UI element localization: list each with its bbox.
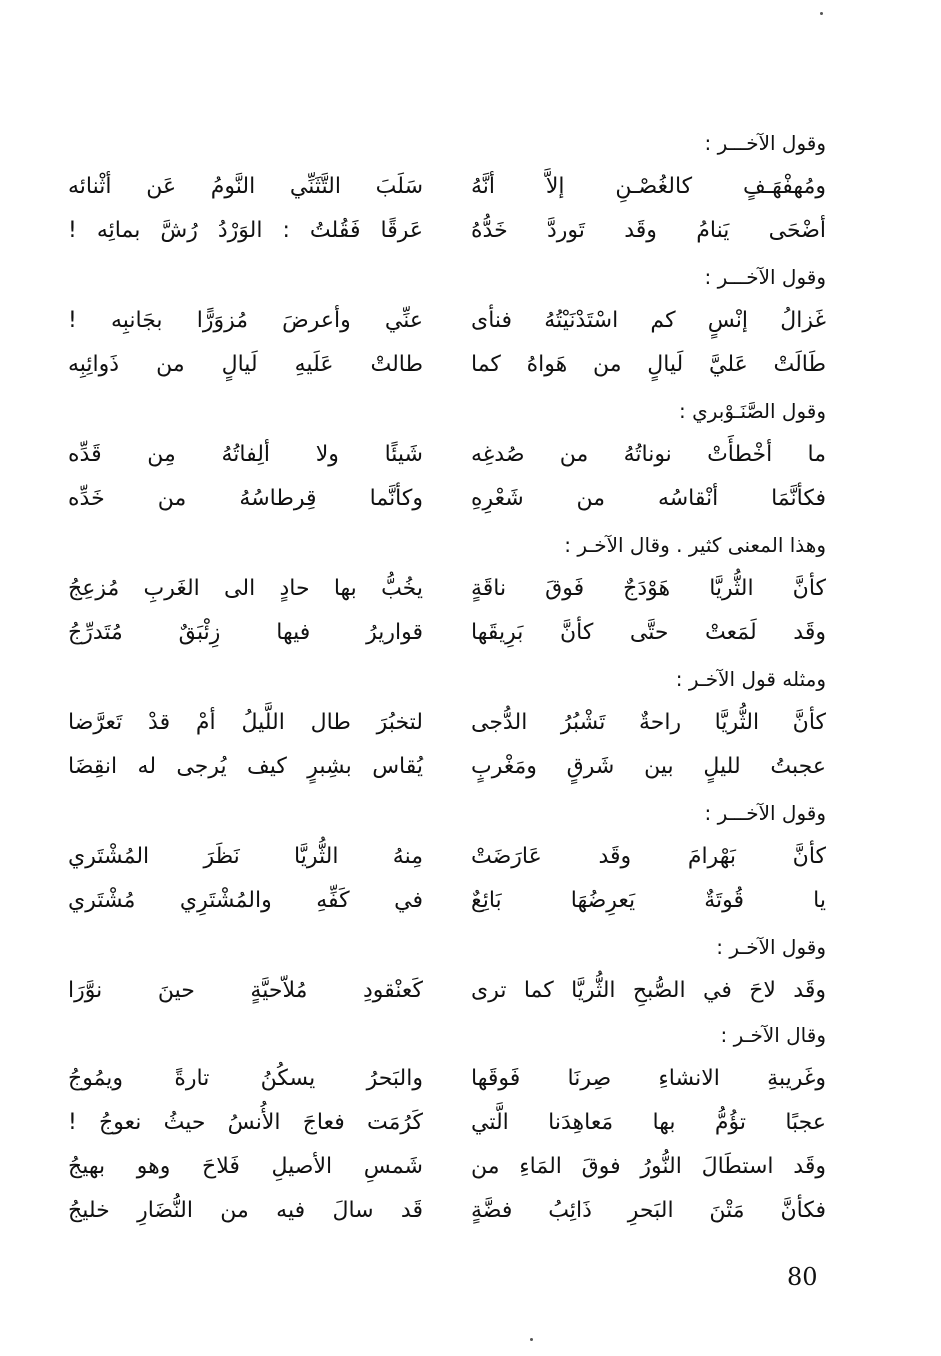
verse-second-half: مِنهُ الثُّريَّا نَظَرَ المُشْتَري xyxy=(68,844,423,869)
verse-first-half: عجبتُ لليلٍ بين شَرقٍ ومَغْربٍ xyxy=(471,754,826,779)
verse-first-half: يا قُوتَةٌ يَعرِضُهَا بَائِعٌ xyxy=(471,888,826,913)
verse-second-half: طالتْ عَلَيهِ لَيالٍ من ذَوائِبِه xyxy=(68,352,423,377)
verse-second-half: قَد سالَ فيه من النُّضَارِ خليجُ xyxy=(68,1198,423,1223)
section-heading: وقول الآخـــر : xyxy=(704,131,826,155)
verse-first-half: وقَد استطَالَ النُّورُ فوقَ المَاءِ من xyxy=(471,1154,826,1179)
verse-second-half: لتخبُرَ طال اللَّيلُ أمْ قدْ تَعرَّضا xyxy=(68,710,423,735)
section-heading: وقول الآخـــر : xyxy=(704,265,826,289)
verse-first-half: وقَد لَمَعتْ حتَّى كأنَّ بَرِيقَها xyxy=(471,620,826,645)
verse-first-half: كأنَّ الثُّريَّا راحةٌ تَشْبُرُ الدُّجى xyxy=(471,710,826,735)
verse-second-half: شَمسِ الأصيلِ فَلاحَ وهو بهيجُ xyxy=(68,1154,423,1179)
verse-first-half: عجبًا تؤُمُّ بها مَعاهِدَنا الَّتي xyxy=(471,1110,826,1135)
verse-first-half: كأنَّ الثُّريَّا هَوْدَجٌ فَوقَ ناقَةٍ xyxy=(471,576,826,601)
verse-first-half: ومُهفْهَـفٍ كالغُصْـنِ إلاَّ أنَّهُ xyxy=(471,174,826,199)
section-heading: وقول الصَّنَـوْبري : xyxy=(678,399,826,423)
verse-second-half: عَرقًا فَقُلتُ : الوَرْدُ رُشَّ بمائِه ! xyxy=(68,218,423,243)
verse-second-half: والبَحرُ يسكُنُ تارةً ويمُوجُ xyxy=(68,1066,423,1091)
verse-second-half: يُقاس بشِبرٍ كيف يُرجى له انقِضَا xyxy=(68,754,423,779)
verse-second-half: شَيئًا ولا ألِفاتُهُ مِن قَدِّه xyxy=(68,442,423,467)
verse-first-half: فكأنَّ مَتْنَ البَحرِ ذَائِبُ فضَّةٍ xyxy=(471,1198,826,1223)
verse-second-half: يخُبُّ بها حادٍ الى الغَربِ مُزعِجُ xyxy=(68,576,423,601)
verse-second-half: كَعنْقودِ مُلاّحيَّةٍ حينَ نوَّرَا xyxy=(68,978,423,1003)
verse-second-half: عنِّي وأعرضَ مُزوَرًّا بجَانبِه ! xyxy=(68,308,423,333)
section-heading: وقال الآخـر : xyxy=(720,1023,826,1047)
verse-first-half: وقَد لاحَ في الصُّبحِ الثُّريَّا كما ترى xyxy=(471,978,826,1003)
verse-second-half: وكأنَّما قِرطاسُهُ من خَدِّه xyxy=(68,486,423,511)
section-heading: ومثله قول الآخـر : xyxy=(675,667,826,691)
verse-second-half: كَرُمَت فعاجَ الأُنسُ حيثُ نعوجُ ! xyxy=(68,1110,423,1135)
verse-first-half: طَالَتْ عَليَّ لَيالٍ من هَواهُ كما xyxy=(471,352,826,377)
section-heading: وقول الآخـــر : xyxy=(704,801,826,825)
verse-first-half: فكأنَّمَا أنْقاسُه من شَعْرِهِ xyxy=(471,486,826,511)
page-number: 80 xyxy=(787,1263,818,1291)
scan-speck xyxy=(820,12,823,15)
verse-first-half: ما أخْطأَتْ نوناتُهُ من صُدغِه xyxy=(471,442,826,467)
verse-second-half: سَلَبَ التَّثَنِّي النَّومُ عَن أثْنائه xyxy=(68,174,423,199)
verse-second-half: في كَفِّهِ والمُشْتَرِي مُشْتَري xyxy=(68,888,423,913)
verse-first-half: كأنَّ بَهْرامَ وقَد عَارَضَتْ xyxy=(471,844,826,869)
verse-second-half: قواريرُ فيها زِئْبَقٌ مُتَدرِّجُ xyxy=(68,620,423,645)
scan-speck xyxy=(530,1338,533,1341)
verse-first-half: وغَريبةِ الانشاءِ صِرنَا فَوقَها xyxy=(471,1066,826,1091)
section-heading: وهذا المعنى كثير . وقال الآخـر : xyxy=(564,533,826,557)
verse-first-half: غَزالُ إنْسٍ كم اسْتَدْنَيْتُهُ فنأى xyxy=(471,308,826,333)
verse-first-half: أضْحَى يَنامُ وقَد تَوردَّ خَدُّهُ xyxy=(471,218,826,243)
section-heading: وقول الآخـر : xyxy=(716,935,826,959)
